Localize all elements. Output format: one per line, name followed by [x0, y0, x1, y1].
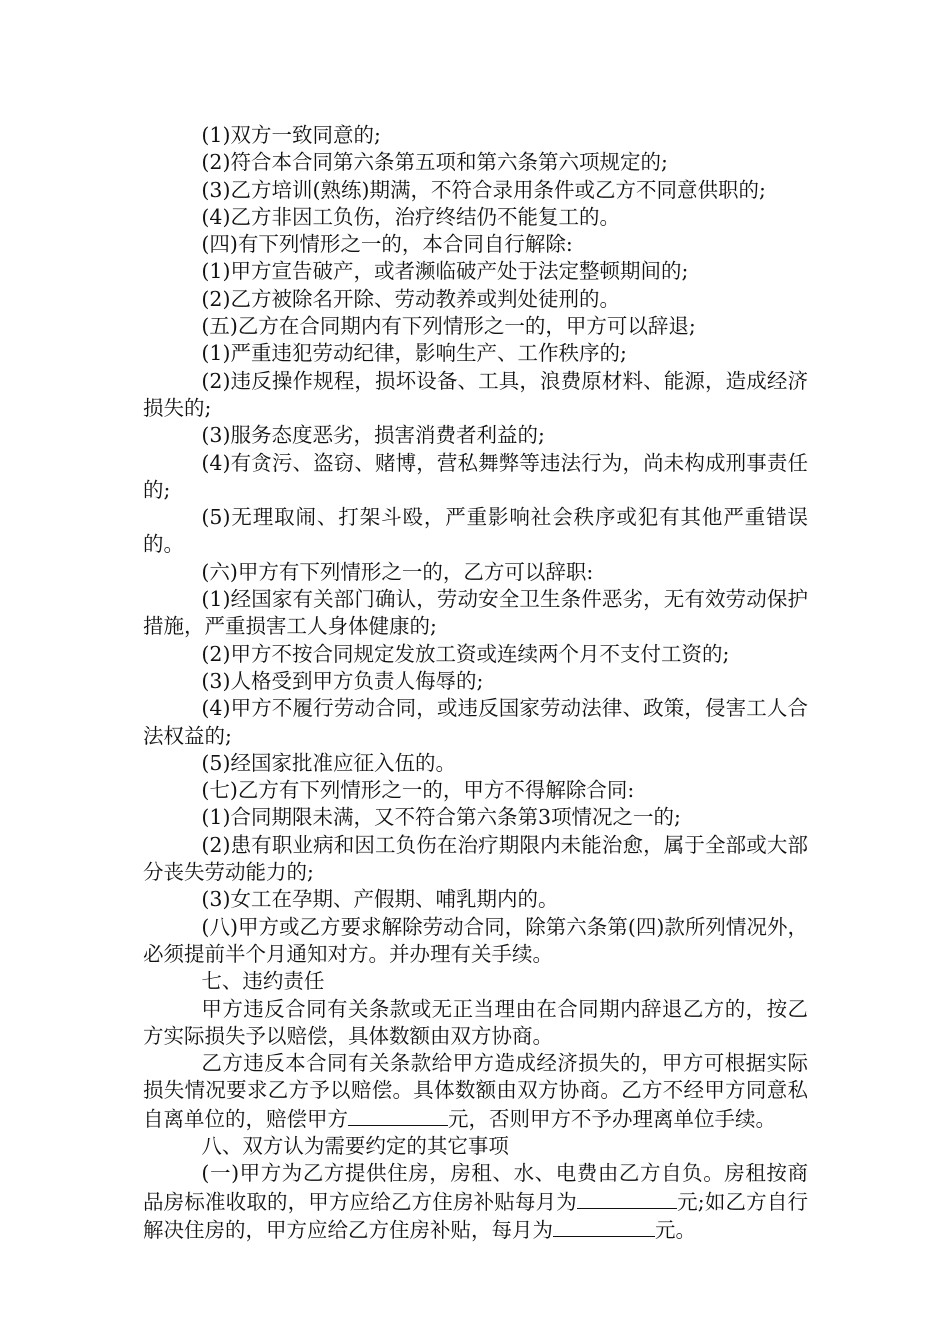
section-heading: 七、违约责任: [201, 969, 325, 994]
section-heading: 八、双方认为需要约定的其它事项: [201, 1133, 509, 1158]
clause-paragraph: (2)甲方不按合同规定发放工资或连续两个月不支付工资的;: [201, 641, 730, 666]
clause-paragraph: (2)乙方被除名开除、劳动教养或判处徒刑的。: [201, 286, 620, 311]
compensation-paragraph: [143, 1050, 808, 1133]
clause-paragraph: (1)严重违犯劳动纪律，影响生产、工作秩序的;: [201, 341, 627, 366]
clause-paragraph: (4)甲方不履行劳动合同，或违反国家劳动法律、政策，侵害工人合法权益的;: [143, 696, 808, 748]
clause-paragraph: (2)符合本合同第六条第五项和第六条第六项规定的;: [201, 150, 668, 175]
compensation-text-after: 元，否则甲方不予办理离单位手续。: [448, 1106, 776, 1131]
clause-paragraph: (1)经国家有关部门确认，劳动安全卫生条件恶劣，无有效劳动保护措施，严重损害工人身体健康的;: [143, 587, 808, 639]
self-housing-subsidy-blank: [553, 1216, 655, 1237]
compensation-text-before: 乙方违反本合同有关条款给甲方造成经济损失的，甲方可根据实际损失情况要求乙方予以赔偿。具体数额由双方协商。乙方不经甲方同意私自离单位的，赔偿甲方: [143, 1051, 808, 1131]
clause-paragraph: (四)有下列情形之一的，本合同自行解除:: [201, 232, 573, 257]
clause-paragraph: 甲方违反合同有关条款或无正当理由在合同期内辞退乙方的，按乙方实际损失予以赔偿，具体数额由双方协商。: [143, 996, 808, 1048]
contract-body: [143, 122, 808, 1244]
clause-paragraph: (5)经国家批准应征入伍的。: [201, 750, 456, 775]
clause-paragraph: (七)乙方有下列情形之一的，甲方不得解除合同:: [201, 778, 635, 803]
clause-paragraph: (3)人格受到甲方负责人侮辱的;: [201, 668, 484, 693]
housing-paragraph: [143, 1160, 808, 1244]
clause-paragraph: (五)乙方在合同期内有下列情形之一的，甲方可以辞退;: [201, 314, 696, 339]
clause-paragraph: (1)双方一致同意的;: [201, 123, 381, 147]
clause-paragraph: (4)有贪污、盗窃、赌博，营私舞弊等违法行为，尚未构成刑事责任的;: [143, 450, 808, 502]
clause-paragraph: (5)无理取闹、打架斗殴，严重影响社会秩序或犯有其他严重错误的。: [143, 505, 808, 557]
clause-paragraph: (2)违反操作规程，损坏设备、工具，浪费原材料、能源，造成经济损失的;: [143, 368, 808, 420]
clause-paragraph: (3)乙方培训(熟练)期满，不符合录用条件或乙方不同意供职的;: [201, 177, 766, 202]
housing-subsidy-blank: [577, 1188, 677, 1209]
compensation-amount-blank: [348, 1105, 448, 1126]
housing-text-part1: (一)甲方为乙方提供住房，房租、水、电费由乙方自负。房租按商品房标准收取的，甲方应给乙方住房补贴每月为: [143, 1161, 808, 1214]
housing-text-part2: 元;如乙方自行解决住房的，甲方应给乙方住房补贴，每月为: [143, 1189, 808, 1242]
clause-paragraph: (2)患有职业病和因工负伤在治疗期限内未能治愈，属于全部或大部分丧失劳动能力的;: [143, 832, 808, 885]
clause-paragraph: (3)女工在孕期、产假期、哺乳期内的。: [201, 887, 559, 912]
clause-paragraph: (3)服务态度恶劣，损害消费者利益的;: [201, 423, 545, 448]
clause-paragraph: (六)甲方有下列情形之一的，乙方可以辞职:: [201, 559, 594, 584]
housing-text-part3: 元。: [655, 1217, 696, 1242]
clause-paragraph: (4)乙方非因工负伤，治疗终结仍不能复工的。: [201, 204, 620, 229]
clause-paragraph: (1)甲方宣告破产，或者濒临破产处于法定整顿期间的;: [201, 259, 689, 284]
clause-paragraph: (八)甲方或乙方要求解除劳动合同，除第六条第(四)款所列情况外，必须提前半个月通知对方。并办理有关手续。: [143, 914, 808, 966]
clause-paragraph: (1)合同期限未满，又不符合第六条第3项情况之一的;: [201, 805, 681, 830]
